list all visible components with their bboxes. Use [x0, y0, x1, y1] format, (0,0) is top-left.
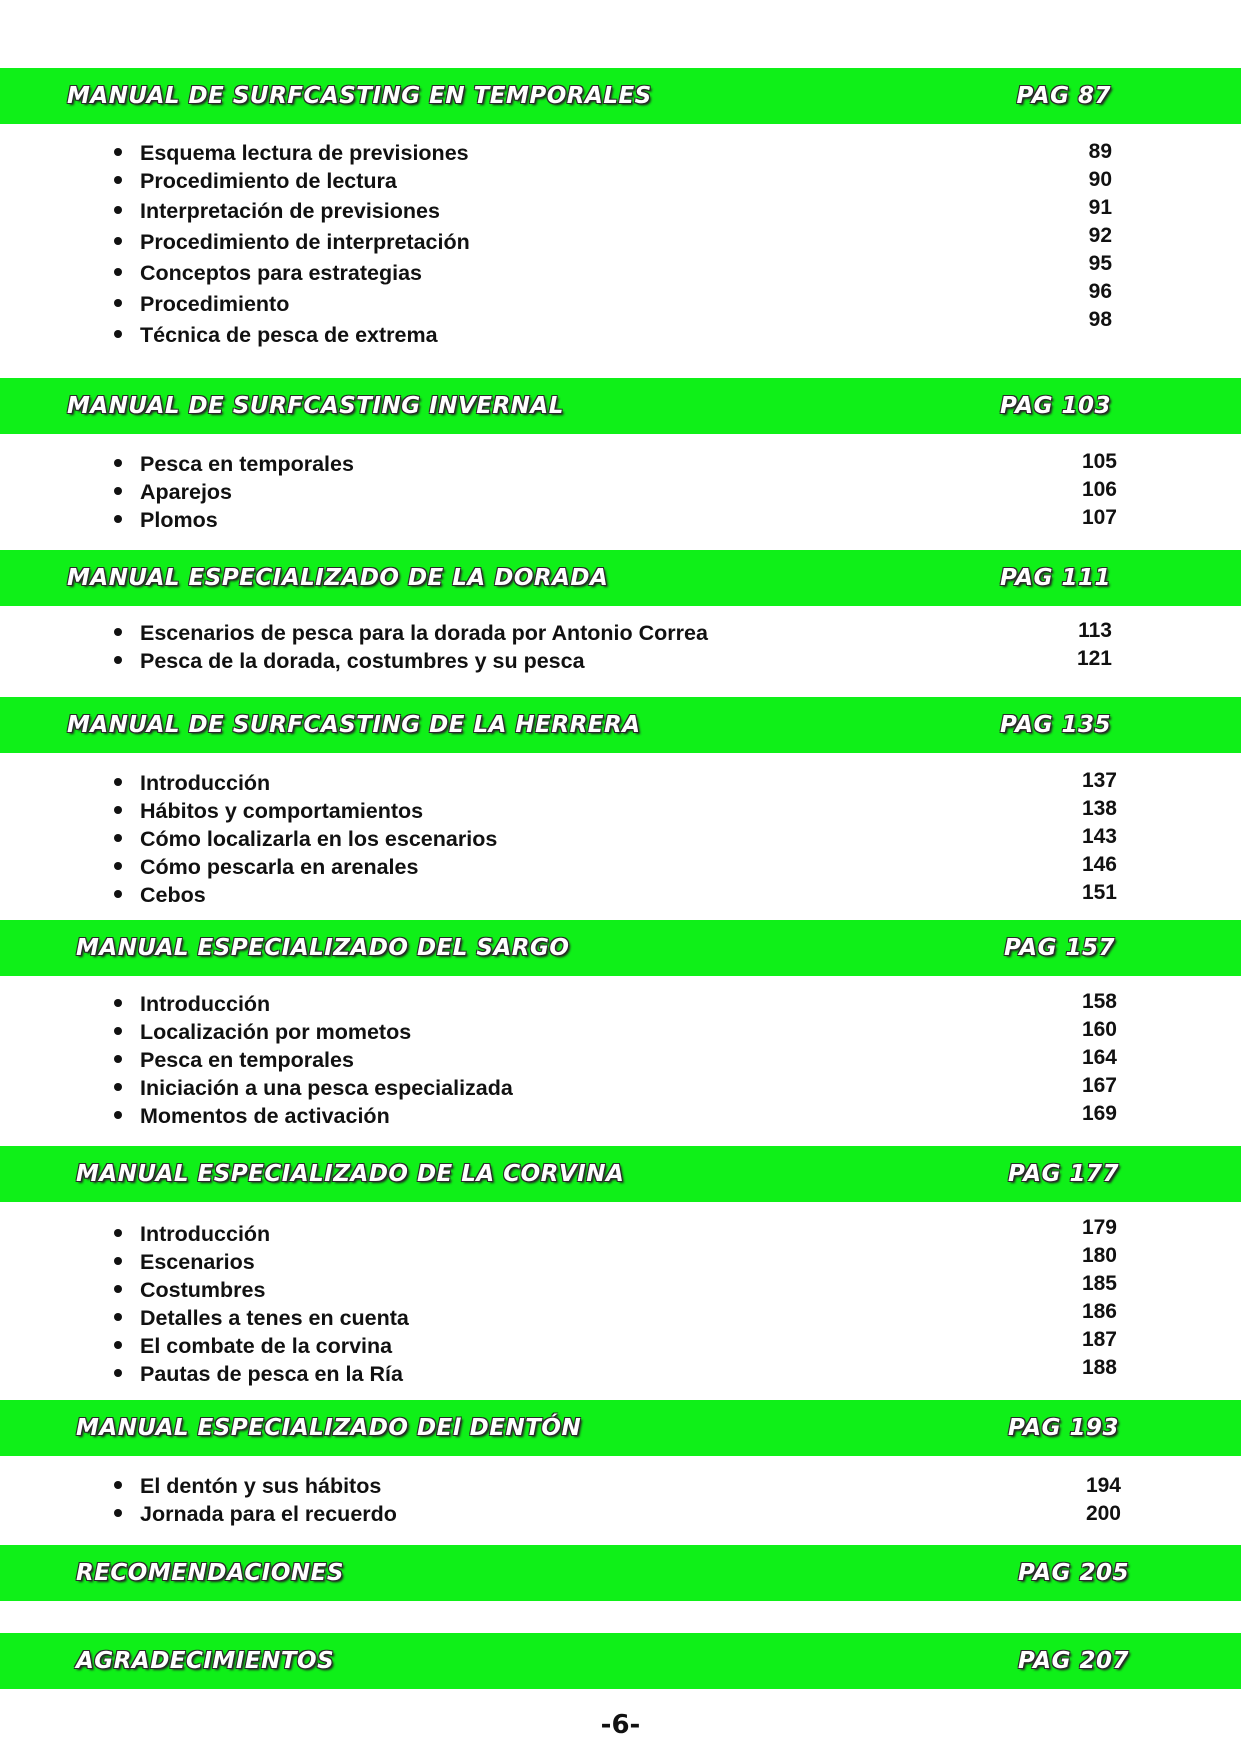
item-label: Pesca de la dorada, costumbres y su pesca: [140, 649, 585, 673]
item-label: Plomos: [140, 508, 218, 532]
list-item[interactable]: [114, 1360, 403, 1388]
bullet-icon: [114, 1229, 122, 1237]
bullet-icon: [114, 862, 122, 870]
list-item[interactable]: [114, 228, 470, 256]
item-label: Detalles a tenes en cuenta: [140, 1306, 409, 1330]
item-label: Técnica de pesca de extrema: [140, 323, 438, 347]
bullet-icon: [114, 890, 122, 898]
item-page-number: 96: [1088, 280, 1112, 303]
item-label: Cómo localizarla en los escenarios: [140, 827, 498, 851]
section-page: PAG 193: [1008, 1415, 1119, 1441]
section-header-corvina[interactable]: [0, 1146, 1241, 1202]
section-title: MANUAL ESPECIALIZADO DEL SARGO: [76, 935, 570, 961]
item-label: Localización por mometos: [140, 1020, 412, 1044]
item-label: Pautas de pesca en la Ría: [140, 1362, 403, 1386]
section-header-denton[interactable]: [0, 1400, 1241, 1456]
list-item[interactable]: [114, 506, 218, 534]
item-label: Procedimiento de lectura: [140, 169, 397, 193]
item-page-number: 113: [1078, 619, 1112, 642]
list-item[interactable]: [114, 1018, 411, 1046]
list-item[interactable]: [114, 990, 270, 1018]
section-page: PAG 205: [1018, 1560, 1129, 1586]
list-item[interactable]: [114, 450, 354, 478]
item-label: Cebos: [140, 883, 206, 907]
bullet-icon: [114, 487, 122, 495]
item-page-number: 121: [1076, 647, 1112, 670]
item-label: El combate de la corvina: [140, 1334, 393, 1358]
section-title: MANUAL DE SURFCASTING INVERNAL: [67, 393, 564, 419]
bullet-icon: [114, 1257, 122, 1265]
list-item[interactable]: [114, 478, 232, 506]
bullet-icon: [114, 778, 122, 786]
item-page-number: 185: [1081, 1272, 1117, 1295]
item-label: Pesca en temporales: [140, 1048, 354, 1072]
item-page-number: 92: [1088, 224, 1112, 247]
list-item[interactable]: [114, 197, 440, 225]
list-item[interactable]: [114, 619, 708, 647]
section-title: MANUAL DE SURFCASTING EN TEMPORALES: [67, 83, 652, 109]
list-item[interactable]: [114, 1332, 392, 1360]
item-label: Cómo pescarla en arenales: [140, 855, 419, 879]
item-label: Esquema lectura de previsiones: [140, 141, 469, 165]
item-page-number: 160: [1081, 1018, 1117, 1041]
item-page-number: 186: [1081, 1300, 1117, 1323]
section-header-sargo[interactable]: [0, 920, 1241, 976]
item-page-number: 200: [1085, 1502, 1121, 1525]
item-page-number: 105: [1081, 450, 1117, 473]
bullet-icon: [114, 176, 122, 184]
item-label: Hábitos y comportamientos: [140, 799, 424, 823]
item-label: Costumbres: [140, 1278, 266, 1302]
section-header-agradecimientos[interactable]: [0, 1633, 1241, 1689]
item-page-number: 188: [1081, 1356, 1117, 1379]
list-item[interactable]: [114, 769, 270, 797]
section-title: MANUAL ESPECIALIZADO DE LA DORADA: [67, 565, 609, 591]
section-title: MANUAL DE SURFCASTING DE LA HERRERA: [67, 712, 641, 738]
item-page-number: 146: [1081, 853, 1117, 876]
item-label: Introducción: [140, 1222, 271, 1246]
item-page-number: 137: [1081, 769, 1117, 792]
item-label: Jornada para el recuerdo: [140, 1502, 397, 1526]
list-item[interactable]: [114, 167, 397, 195]
list-item[interactable]: [114, 881, 206, 909]
bullet-icon: [114, 1313, 122, 1321]
list-item[interactable]: [114, 139, 469, 167]
section-page: PAG 177: [1008, 1161, 1119, 1187]
section-header-temporales[interactable]: [0, 68, 1241, 124]
item-page-number: 95: [1088, 252, 1112, 275]
item-page-number: 164: [1081, 1046, 1117, 1069]
item-label: Escenarios: [140, 1250, 255, 1274]
list-item[interactable]: [114, 647, 585, 675]
bullet-icon: [114, 1055, 122, 1063]
item-label: Aparejos: [140, 480, 233, 504]
bullet-icon: [114, 299, 122, 307]
item-label: Procedimiento: [140, 292, 290, 316]
item-label: Conceptos para estrategias: [140, 261, 422, 285]
item-label: Iniciación a una pesca especializada: [140, 1076, 513, 1100]
list-item[interactable]: [114, 825, 497, 853]
item-label: Interpretación de previsiones: [140, 199, 440, 223]
list-item[interactable]: [114, 1248, 255, 1276]
bullet-icon: [114, 1341, 122, 1349]
list-item[interactable]: [114, 1046, 354, 1074]
list-item[interactable]: [114, 1304, 409, 1332]
list-item[interactable]: [114, 290, 289, 318]
section-page: PAG 207: [1018, 1648, 1129, 1674]
bullet-icon: [114, 206, 122, 214]
list-item[interactable]: [114, 1220, 270, 1248]
bullet-icon: [114, 1285, 122, 1293]
list-item[interactable]: [114, 1102, 390, 1130]
bullet-icon: [114, 1369, 122, 1377]
bullet-icon: [114, 806, 122, 814]
list-item[interactable]: [114, 1472, 381, 1500]
list-item[interactable]: [114, 797, 423, 825]
item-label: El dentón y sus hábitos: [140, 1474, 382, 1498]
item-page-number: 158: [1081, 990, 1117, 1013]
section-page: PAG 135: [1000, 712, 1111, 738]
list-item[interactable]: [114, 321, 438, 349]
item-label: Procedimiento de interpretación: [140, 230, 470, 254]
list-item[interactable]: [114, 1500, 397, 1528]
item-page-number: 89: [1088, 140, 1112, 163]
section-title: AGRADECIMIENTOS: [76, 1648, 335, 1674]
item-page-number: 194: [1085, 1474, 1121, 1497]
section-title: MANUAL ESPECIALIZADO DEl DENTÓN: [76, 1415, 582, 1441]
section-page: PAG 87: [1016, 83, 1111, 109]
list-item[interactable]: [114, 259, 422, 287]
list-item[interactable]: [114, 1074, 513, 1102]
page-number: -6-: [600, 1710, 641, 1740]
list-item[interactable]: [114, 1276, 265, 1304]
bullet-icon: [114, 1083, 122, 1091]
item-label: Introducción: [140, 992, 271, 1016]
item-page-number: 107: [1081, 506, 1117, 529]
item-page-number: 179: [1081, 1216, 1117, 1239]
item-label: Introducción: [140, 771, 271, 795]
list-item[interactable]: [114, 853, 418, 881]
item-label: Momentos de activación: [140, 1104, 390, 1128]
bullet-icon: [114, 1481, 122, 1489]
bullet-icon: [114, 628, 122, 636]
item-label: Pesca en temporales: [140, 452, 354, 476]
bullet-icon: [114, 1509, 122, 1517]
section-header-dorada[interactable]: [0, 550, 1241, 606]
bullet-icon: [114, 656, 122, 664]
section-page: PAG 111: [1000, 565, 1111, 591]
section-page: PAG 103: [1000, 393, 1111, 419]
item-page-number: 151: [1081, 881, 1117, 904]
section-page: PAG 157: [1004, 935, 1115, 961]
item-page-number: 98: [1088, 308, 1112, 331]
bullet-icon: [114, 237, 122, 245]
section-header-herrera[interactable]: [0, 697, 1241, 753]
section-header-invernal[interactable]: [0, 378, 1241, 434]
bullet-icon: [114, 1027, 122, 1035]
item-page-number: 138: [1081, 797, 1117, 820]
bullet-icon: [114, 834, 122, 842]
item-page-number: 143: [1081, 825, 1117, 848]
item-page-number: 180: [1081, 1244, 1117, 1267]
item-page-number: 90: [1088, 168, 1112, 191]
item-page-number: 91: [1088, 196, 1112, 219]
bullet-icon: [114, 515, 122, 523]
item-page-number: 169: [1081, 1102, 1117, 1125]
bullet-icon: [114, 459, 122, 467]
item-page-number: 106: [1081, 478, 1117, 501]
item-page-number: 187: [1081, 1328, 1117, 1351]
bullet-icon: [114, 330, 122, 338]
item-page-number: 167: [1081, 1074, 1117, 1097]
bullet-icon: [114, 148, 122, 156]
bullet-icon: [114, 1111, 122, 1119]
item-label: Escenarios de pesca para la dorada por Antonio Correa: [140, 621, 708, 645]
bullet-icon: [114, 999, 122, 1007]
section-title: RECOMENDACIONES: [76, 1560, 344, 1586]
bullet-icon: [114, 268, 122, 276]
section-title: MANUAL ESPECIALIZADO DE LA CORVINA: [76, 1161, 625, 1187]
section-header-recomendaciones[interactable]: [0, 1545, 1241, 1601]
